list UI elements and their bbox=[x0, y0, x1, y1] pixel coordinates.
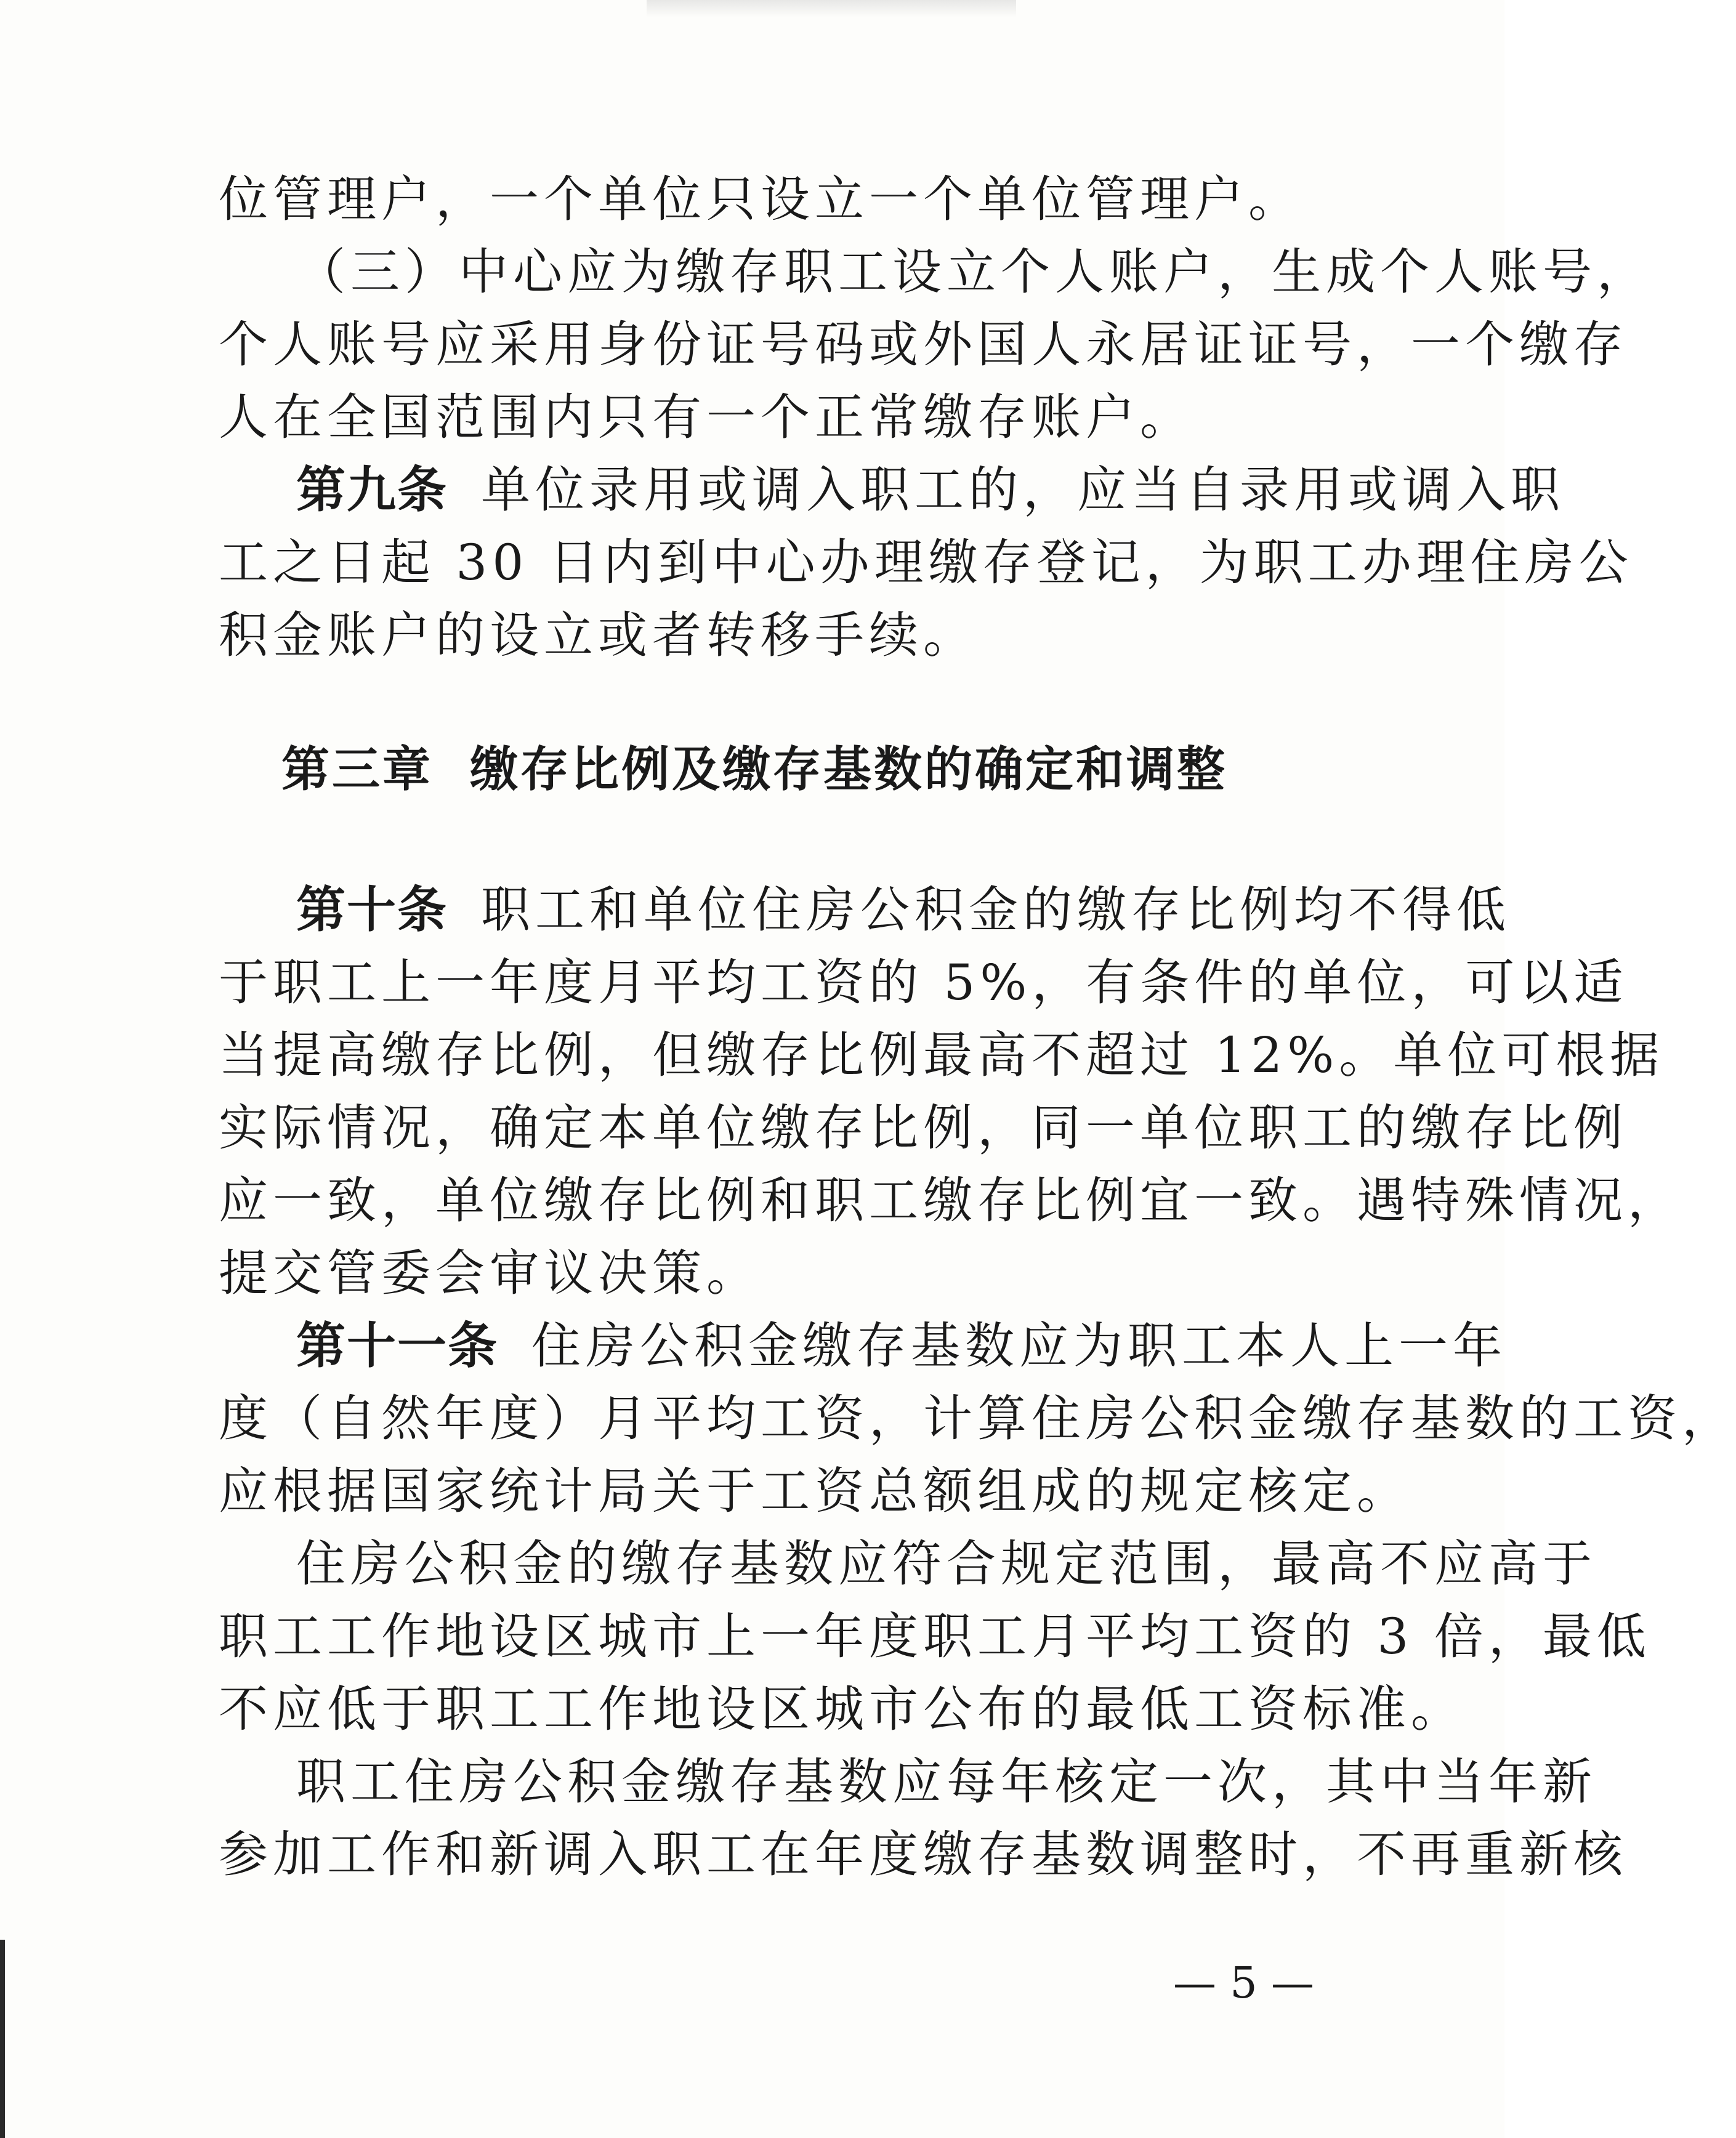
article-11 bbox=[219, 1310, 1736, 1528]
text-line bbox=[219, 1310, 1507, 1382]
text-line bbox=[219, 454, 1565, 526]
text-line: 度（自然年度）月平均工资，计算住房公积金缴存基数的工资， bbox=[219, 1390, 1736, 1447]
article-label: 第九条 bbox=[296, 461, 448, 518]
text-line: 提交管委会审议决策。 bbox=[219, 1244, 761, 1302]
text-line: 个人账号应采用身份证号码或外国人永居证证号，一个缴存 bbox=[219, 316, 1628, 373]
text-line bbox=[219, 874, 1511, 946]
chapter-heading bbox=[219, 733, 1290, 806]
article-text: 住房公积金缴存基数应为职工本人上一年 bbox=[531, 1317, 1507, 1374]
text-line: 实际情况，确定本单位缴存比例，同一单位职工的缴存比例 bbox=[219, 1099, 1628, 1156]
text-line: 应根据国家统计局关于工资总额组成的规定核定。 bbox=[219, 1462, 1411, 1520]
text-line: 积金账户的设立或者转移手续。 bbox=[219, 607, 977, 664]
text-line: 住房公积金的缴存基数应符合规定范围，最高不应高于 bbox=[296, 1535, 1597, 1592]
article-text: 职工和单位住房公积金的缴存比例均不得低 bbox=[481, 881, 1511, 938]
article-text: 单位录用或调入职工的，应当自录用或调入职 bbox=[481, 461, 1565, 518]
scan-shadow-top bbox=[647, 0, 1016, 17]
paragraph-item-3 bbox=[219, 236, 1651, 454]
article-9 bbox=[219, 454, 1633, 672]
scan-edge-left bbox=[0, 1940, 5, 2138]
text-line: 于职工上一年度月平均工资的 5%，有条件的单位，可以适 bbox=[219, 954, 1628, 1011]
text-line: 工之日起 30 日内到中心办理缴存登记，为职工办理住房公 bbox=[219, 534, 1633, 591]
document-body bbox=[219, 163, 1736, 1891]
article-label: 第十一条 bbox=[296, 1317, 498, 1374]
chapter-title: 缴存比例及缴存基数的确定和调整 bbox=[470, 742, 1228, 797]
text-line: 职工工作地设区城市上一年度职工月平均工资的 3 倍，最低 bbox=[219, 1608, 1651, 1665]
paragraph-base-range bbox=[219, 1528, 1651, 1746]
text-line: （三）中心应为缴存职工设立个人账户，生成个人账号， bbox=[296, 243, 1651, 301]
article-label: 第十条 bbox=[296, 881, 448, 938]
paragraph-annual-review bbox=[219, 1746, 1628, 1891]
text-line: 不应低于职工工作地设区城市公布的最低工资标准。 bbox=[219, 1680, 1465, 1738]
chapter-number: 第三章 bbox=[281, 742, 433, 797]
text-line: 参加工作和新调入职工在年度缴存基数调整时，不再重新核 bbox=[219, 1826, 1628, 1883]
text-line: 应一致，单位缴存比例和职工缴存比例宜一致。遇特殊情况， bbox=[219, 1172, 1682, 1229]
text-line: 人在全国范围内只有一个正常缴存账户。 bbox=[219, 389, 1194, 446]
paragraph-continuation: 位管理户，一个单位只设立一个单位管理户。 bbox=[219, 171, 1302, 228]
article-10 bbox=[219, 874, 1682, 1310]
page-number: — 5 — bbox=[1173, 1958, 1315, 2008]
text-line: 当提高缴存比例，但缴存比例最高不超过 12%。单位可根据 bbox=[219, 1027, 1665, 1084]
text-line: 职工住房公积金缴存基数应每年核定一次，其中当年新 bbox=[296, 1753, 1597, 1810]
